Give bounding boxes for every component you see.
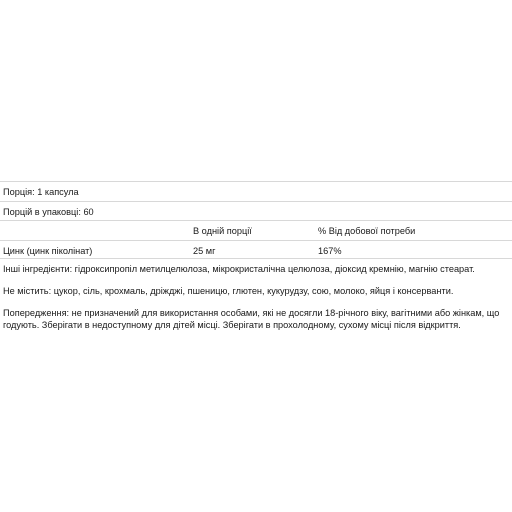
- supplement-facts-table: [0, 181, 512, 259]
- table-row: [0, 240, 512, 260]
- serving-size-text: Порція: 1 капсула: [3, 187, 79, 197]
- free-from-text: Не містить: цукор, сіль, крохмаль, дріжджі, пшеницю, глютен, кукурудзу, сою, молоко, яйця і консерванти.: [3, 285, 454, 296]
- nutrient-daily-value: 167%: [318, 245, 342, 256]
- serving-size-row: [0, 181, 512, 201]
- daily-value-header: % Від добової потреби: [318, 226, 416, 236]
- servings-per-container-row: [0, 201, 512, 221]
- other-ingredients-text: Інші інгредієнти: гідроксипропіл метилцелюлоза, мікрокристалічна целюлоза, діоксид кремнію, магнію стеарат.: [3, 264, 475, 274]
- nutrient-amount: 25 мг: [193, 245, 216, 256]
- warning-text: Попередження: не призначений для використання особами, які не досягли 18-річного віку, вагітними або жінкам, що годують. Зберігати в недоступному для дітей місці. Зберігати в прохолодному, сухому місці після відкриття.: [3, 307, 500, 330]
- per-serving-header: В одній порції: [193, 226, 252, 236]
- product-notes: [3, 264, 503, 342]
- nutrient-name: Цинк (цинк піколінат): [3, 245, 93, 256]
- table-header-row: [0, 220, 512, 240]
- servings-per-container-text: Порцій в упаковці: 60: [3, 206, 94, 217]
